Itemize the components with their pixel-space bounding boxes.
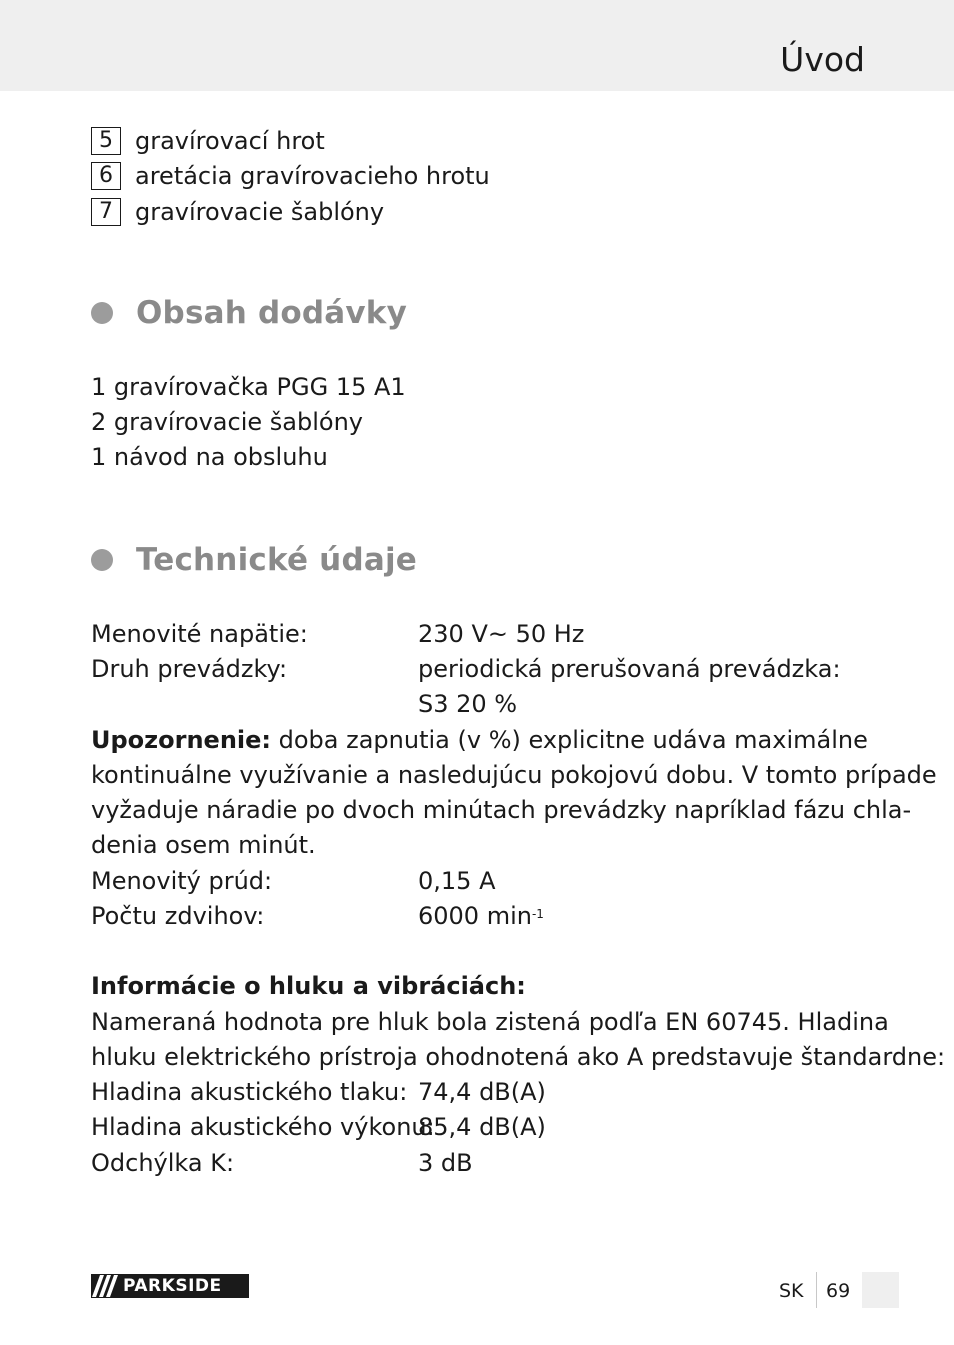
spec-label: Počtu zdvihov:	[91, 902, 265, 930]
language-code: SK	[779, 1280, 804, 1302]
note-paragraph-line: denia osem minút.	[91, 831, 316, 859]
section-title: Technické údaje	[136, 542, 418, 578]
spec-label: Hladina akustického tlaku:	[91, 1078, 408, 1106]
spec-value	[418, 899, 544, 934]
spec-value-main: 6000 min	[418, 902, 532, 930]
legend-label: aretácia gravírovacieho hrotu	[135, 162, 490, 190]
bullet-icon	[91, 549, 113, 571]
spec-value: periodická prerušovaná prevádzka:	[418, 655, 841, 683]
note-paragraph-line: kontinuálne využívanie a nasledujúcu pokojovú dobu. V tomto prípade	[91, 761, 937, 789]
legend-label: gravírovacie šablóny	[135, 198, 385, 226]
spec-label: Odchýlka K:	[91, 1149, 235, 1177]
footer-tab	[862, 1272, 899, 1308]
bullet-icon	[91, 302, 113, 324]
page-number: 69	[826, 1280, 851, 1302]
spec-value: 85,4 dB(A)	[418, 1113, 546, 1141]
parkside-logo	[91, 1274, 249, 1298]
legend-label: gravírovací hrot	[135, 127, 325, 155]
spec-value-exponent: -1	[531, 907, 544, 921]
page-title: Úvod	[780, 40, 865, 79]
logo-stripes-icon	[96, 1275, 117, 1297]
logo-text: PARKSIDE	[123, 1276, 222, 1296]
noise-paragraph-line: hluku elektrického prístroja ohodnotená ako A predstavuje štandardne:	[91, 1043, 946, 1071]
noise-heading: Informácie o hluku a vibráciách:	[91, 972, 526, 1000]
legend-number: 7	[91, 198, 121, 226]
spec-label: Menovité napätie:	[91, 620, 308, 648]
footer-divider	[816, 1272, 817, 1308]
note-paragraph-line: vyžaduje náradie po dvoch minútach prevádzky napríklad fázu chla-	[91, 796, 912, 824]
note-label: Upozornenie:	[91, 726, 271, 754]
spec-label: Hladina akustického výkonu:	[91, 1113, 435, 1141]
section-heading-contents	[91, 295, 407, 331]
spec-label: Druh prevádzky:	[91, 655, 288, 683]
contents-item: 1 gravírovačka PGG 15 A1	[91, 373, 406, 401]
spec-value: 0,15 A	[418, 867, 496, 895]
legend-number: 5	[91, 127, 121, 155]
spec-value: 74,4 dB(A)	[418, 1078, 546, 1106]
contents-item: 2 gravírovacie šablóny	[91, 408, 363, 436]
spec-value: S3 20 %	[418, 690, 518, 718]
contents-item: 1 návod na obsluhu	[91, 443, 328, 471]
noise-paragraph-line: Nameraná hodnota pre hluk bola zistená podľa EN 60745. Hladina	[91, 1008, 889, 1036]
legend-item	[91, 161, 490, 191]
legend-item	[91, 197, 384, 227]
legend-item	[91, 126, 325, 156]
spec-label: Menovitý prúd:	[91, 867, 273, 895]
spec-value: 230 V~ 50 Hz	[418, 620, 585, 648]
section-heading-tech	[91, 542, 417, 578]
legend-number: 6	[91, 162, 121, 190]
note-paragraph-line	[91, 723, 868, 758]
note-text: doba zapnutia (v %) explicitne udáva maximálne	[271, 726, 868, 754]
section-title: Obsah dodávky	[136, 295, 408, 331]
spec-value: 3 dB	[418, 1149, 473, 1177]
